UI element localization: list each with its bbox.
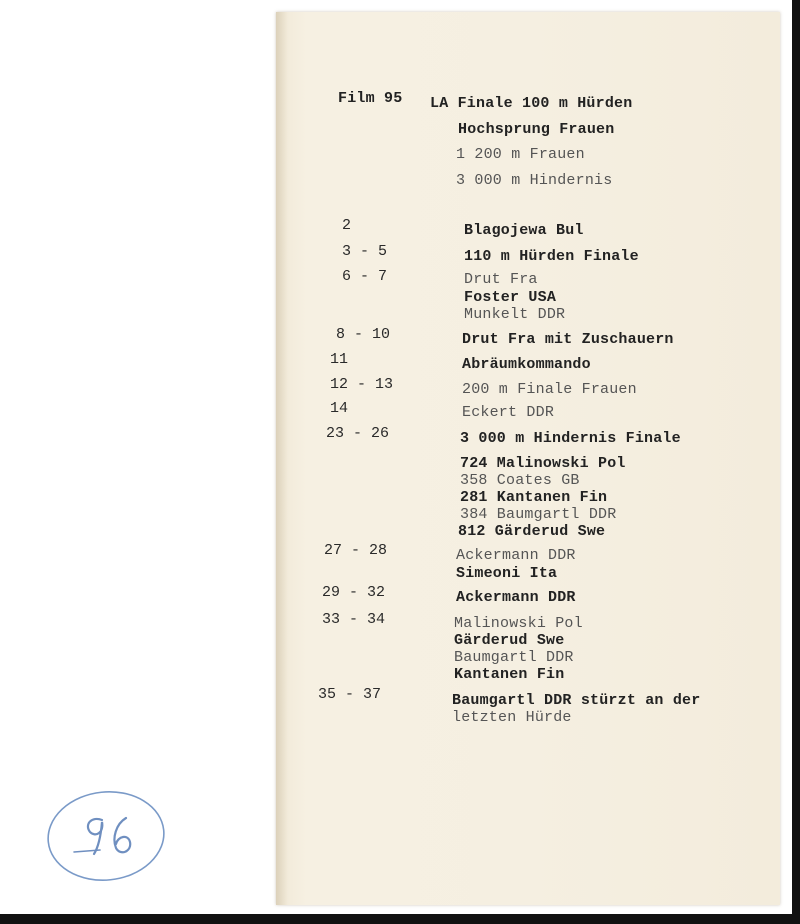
frame-number: 33 - 34 <box>322 611 386 628</box>
entry-line: Gärderud Swe <box>454 632 565 649</box>
entry-line: 200 m Finale Frauen <box>462 381 637 398</box>
frame-number: 3 - 5 <box>342 243 388 260</box>
frame-number: 29 - 32 <box>322 584 386 601</box>
entry-line: 110 m Hürden Finale <box>464 248 639 265</box>
entry-line: Eckert DDR <box>462 404 555 421</box>
entry-line: 358 Coates GB <box>460 472 580 489</box>
frame-number: 2 <box>342 217 352 234</box>
entry-line: 812 Gärderud Swe <box>458 523 606 540</box>
header-line-3: 1 200 m Frauen <box>456 146 585 163</box>
header-line-2: Hochsprung Frauen <box>458 121 615 138</box>
header-line-4: 3 000 m Hindernis <box>456 172 613 189</box>
entry-line: Ackermann DDR <box>456 589 576 606</box>
entry-line: 281 Kantanen Fin <box>460 489 608 506</box>
entry-line: Malinowski Pol <box>454 615 583 632</box>
entry-line: Foster USA <box>464 289 557 306</box>
entry-line: Munkelt DDR <box>464 306 566 323</box>
entry-line: Baumgartl DDR <box>454 649 574 666</box>
frame-number: 14 <box>330 400 349 417</box>
entry-line: 384 Baumgartl DDR <box>460 506 617 523</box>
frame-edge <box>0 914 800 924</box>
entry-line: Ackermann DDR <box>456 547 576 564</box>
frame-number: 8 - 10 <box>336 326 391 343</box>
circled-number-icon <box>44 786 168 886</box>
frame-number: 35 - 37 <box>318 686 382 703</box>
paper-shadow <box>276 12 288 905</box>
entry-line: 3 000 m Hindernis Finale <box>460 430 681 447</box>
entry-line: 724 Malinowski Pol <box>460 455 626 472</box>
frame-number: 11 <box>330 351 349 368</box>
header-line-1: LA Finale 100 m Hürden <box>430 95 633 112</box>
entry-line: Simeoni Ita <box>456 565 558 582</box>
frame-number: 27 - 28 <box>324 542 388 559</box>
entry-line: Drut Fra mit Zuschauern <box>462 331 674 348</box>
frame-edge <box>792 0 800 924</box>
handwritten-number-stamp <box>44 786 168 886</box>
entry-line: Drut Fra <box>464 271 538 288</box>
entry-line: letzten Hürde <box>452 709 572 726</box>
frame-number: 6 - 7 <box>342 268 388 285</box>
entry-line: Abräumkommando <box>462 356 591 373</box>
entry-line: Baumgartl DDR stürzt an der <box>452 692 701 709</box>
entry-line: Kantanen Fin <box>454 666 565 683</box>
entry-line: Blagojewa Bul <box>464 222 584 239</box>
frame-number: 12 - 13 <box>330 376 394 393</box>
frame-number: 23 - 26 <box>326 425 390 442</box>
film-label: Film 95 <box>338 90 403 107</box>
